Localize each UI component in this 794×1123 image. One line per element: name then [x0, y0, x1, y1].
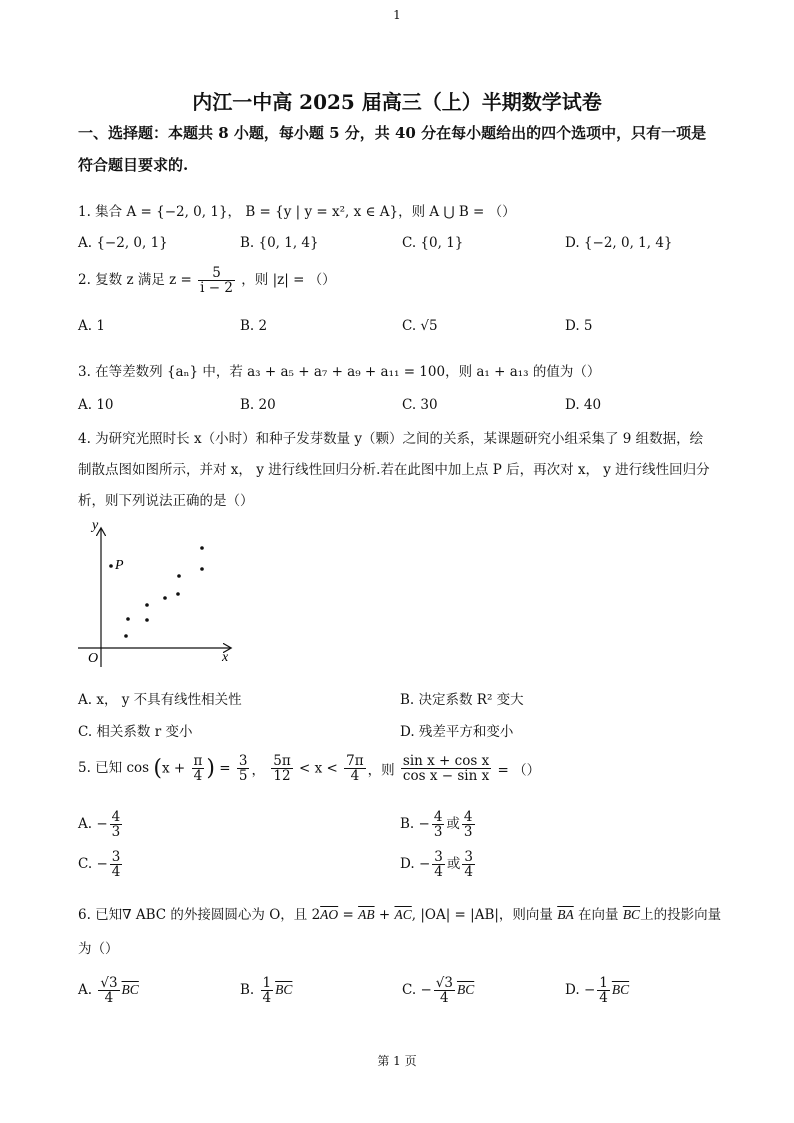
q5d-or: 或: [446, 856, 461, 873]
q6c-num: √3: [435, 975, 453, 991]
q6-vec-ac: $\overline{AC}$: [394, 907, 412, 922]
q6a-num: √3: [100, 975, 118, 991]
q6d-frac: [597, 976, 610, 1005]
q4-option-a: A. x， y 不具有线性相关性: [78, 692, 242, 708]
q6-vec-ab: $\overline{AB}$: [358, 907, 375, 922]
q5b-frac1: [432, 810, 445, 839]
q2-option-d: D. 5: [565, 318, 593, 334]
q6-vec-ba: $\overline{BA}$: [557, 907, 574, 922]
q6c-vec: $\overline{BC}$: [456, 982, 475, 998]
q4-option-c: C. 相关系数 r 变小: [78, 724, 193, 740]
page-footer: 第 1 页: [377, 1054, 417, 1068]
q1-option-d: D. {−2, 0, 1, 4}: [565, 235, 673, 251]
q6b-frac: [261, 976, 274, 1005]
q5a-num: 4: [111, 809, 121, 825]
q6a-frac: [98, 976, 119, 1005]
q5b-den2: 3: [463, 824, 473, 841]
q5-then: ，则: [367, 762, 395, 779]
q1-option-a: A. {−2, 0, 1}: [78, 235, 168, 251]
q3-option-a: A. 10: [78, 397, 114, 413]
q5-frac-trig: [401, 754, 491, 783]
q6-option-a: [78, 976, 139, 1005]
q5d-den1: 4: [434, 864, 443, 881]
q5a-den: 3: [111, 824, 121, 841]
q5-f2n: 7π: [346, 753, 364, 769]
q5-f3n: sin x + cos x: [402, 753, 490, 769]
q5d-sign: −: [418, 856, 431, 873]
q6c-frac: [434, 976, 455, 1005]
q5c-frac: [110, 850, 123, 879]
q2-option-a: A. 1: [78, 318, 105, 334]
scatter-point: [124, 634, 128, 638]
question-5-stem: [78, 754, 540, 783]
q5-frac-5pi12: [271, 754, 292, 783]
q5b-or: 或: [446, 816, 460, 833]
q5-five: 5: [238, 768, 248, 785]
q5-frac-pi4: [192, 754, 205, 783]
scatter-point: [145, 603, 149, 607]
q5-option-a: [78, 810, 124, 839]
q5a-sign: −: [96, 816, 108, 833]
q5a-frac: [110, 810, 123, 839]
q6-line1-d: 上的投影向量: [640, 907, 722, 923]
section-heading-line2: 符合题目要求的.: [78, 156, 189, 174]
q6d-vec: $\overline{BC}$: [611, 982, 630, 998]
q5-four: 4: [193, 768, 203, 785]
question-3-stem: 3. 在等差数列 {aₙ} 中，若 a₃ + a₅ + a₇ + a₉ + a₁₁ = 100，则 a₁ + a₁₃ 的值为（）: [78, 364, 601, 380]
q6d-den: 4: [599, 990, 608, 1007]
q6-option-c: [402, 976, 474, 1005]
q6-eq: =: [338, 907, 359, 923]
q5d-den2: 4: [464, 864, 473, 881]
q6c-label: C.: [402, 982, 417, 999]
question-2-stem: [78, 266, 336, 295]
q5b-num2: 4: [463, 809, 473, 825]
scatter-point: [200, 546, 204, 550]
q6a-label: A.: [78, 982, 93, 999]
scatter-point: [145, 618, 149, 622]
q5-pi: π: [193, 753, 203, 769]
q6-vec-ao: $\overline{AO}$: [320, 907, 339, 922]
q6d-label: D.: [565, 982, 580, 999]
q5b-den1: 3: [433, 824, 443, 841]
q2-option-c: C. √5: [402, 318, 438, 334]
scatter-point: [126, 617, 130, 621]
q5-lt: < x <: [299, 760, 338, 777]
q6a-vec: $\overline{BC}$: [121, 982, 139, 998]
point-p-label: P: [115, 558, 124, 573]
q5-eq: =: [219, 760, 231, 777]
q6b-num: 1: [262, 975, 272, 991]
q5a-label: A.: [78, 816, 93, 833]
q5c-label: C.: [78, 856, 93, 873]
q5-comma: ，: [251, 762, 265, 779]
x-axis-label: x: [222, 650, 229, 665]
q5c-sign: −: [96, 856, 108, 873]
q2-fraction: [198, 266, 235, 295]
q3-option-b: B. 20: [240, 397, 276, 413]
q6a-den: 4: [104, 990, 114, 1007]
q5-three: 3: [238, 753, 248, 769]
q5-f1n: 5π: [273, 753, 291, 769]
q3-option-d: D. 40: [565, 397, 602, 413]
q5-rparen: ): [206, 756, 215, 782]
question-1-stem: 1. 集合 A = {−2, 0, 1}， B = {y | y = x², x ∈ A}，则 A ⋃ B = （）: [78, 204, 516, 220]
top-page-number: 1: [393, 8, 401, 22]
point-p: [109, 564, 113, 568]
q5-f2d: 4: [350, 768, 360, 785]
question-4-line3: 析，则下列说法正确的是（）: [78, 493, 254, 509]
q5c-num: 3: [111, 849, 121, 865]
q6b-den: 4: [262, 990, 272, 1007]
q4-option-b: B. 决定系数 R² 变大: [400, 692, 524, 708]
scatter-point: [176, 592, 180, 596]
q5-frac-35: [237, 754, 250, 783]
q5-option-b: [400, 810, 477, 839]
q6c-sign: −: [420, 982, 432, 999]
q6c-den: 4: [440, 990, 449, 1007]
q6b-vec: $\overline{BC}$: [275, 982, 293, 998]
y-axis-label: y: [92, 518, 99, 533]
q6-option-d: [565, 976, 629, 1005]
q2-stem-post: ，则 |z| = （）: [241, 272, 336, 289]
q5b-num1: 4: [433, 809, 443, 825]
q2-stem-pre: 2. 复数 z 满足 z =: [78, 272, 192, 289]
scatter-point: [163, 596, 167, 600]
q1-option-c: C. {0, 1}: [402, 235, 464, 251]
q6-line1-b: , |OA| = |AB|，则向量: [411, 907, 553, 923]
q5b-frac2: [462, 810, 475, 839]
q2-frac-den: i − 2: [200, 280, 233, 297]
q5-post: = （）: [497, 762, 541, 779]
q1-option-b: B. {0, 1, 4}: [240, 235, 319, 251]
q5-option-d: [400, 850, 477, 879]
q3-option-c: C. 30: [402, 397, 438, 413]
q6b-label: B.: [240, 982, 255, 999]
q6d-num: 1: [599, 975, 608, 991]
scatter-point: [200, 567, 204, 571]
section-heading-line1: 一、选择题：本题共 8 小题，每小题 5 分，共 40 分在每小题给出的四个选项中，只有一项是: [78, 124, 707, 142]
q6-vec-bc: $\overline{BC}$: [622, 907, 641, 922]
question-4-line1: 4. 为研究光照时长 x（小时）和种子发芽数量 y（颗）之间的关系，某课题研究小组采集了 9 组数据，绘: [78, 431, 704, 447]
q5-paren-x: x +: [161, 760, 186, 777]
q6-line1-a: 6. 已知∇ ABC 的外接圆圆心为 O，且 2: [78, 907, 321, 923]
q5-pre: 5. 已知 cos: [78, 760, 150, 777]
q6-option-b: [240, 976, 292, 1005]
q5d-num1: 3: [434, 849, 443, 865]
q5d-frac1: [432, 850, 445, 879]
q5b-label: B.: [400, 816, 415, 833]
question-6-line1: [78, 903, 721, 923]
q6-plus: +: [374, 907, 395, 923]
question-4-line2: 制散点图如图所示，并对 x， y 进行线性回归分析.若在此图中加上点 P 后，再次对 x， y 进行线性回归分: [78, 462, 710, 478]
q5d-num2: 3: [464, 849, 473, 865]
q5-f1d: 12: [273, 768, 291, 785]
q5-option-c: [78, 850, 124, 879]
q5-f3d: cos x − sin x: [402, 768, 490, 785]
q5-frac-7pi4: [344, 754, 365, 783]
q5d-label: D.: [400, 856, 415, 873]
q4-option-d: D. 残差平方和变小: [400, 724, 514, 740]
q5b-sign: −: [418, 816, 430, 833]
q5-lparen: (: [153, 756, 162, 782]
question-6-line2: 为（）: [78, 941, 119, 957]
scatter-point: [177, 574, 181, 578]
q6d-sign: −: [583, 982, 596, 999]
origin-label: O: [88, 651, 99, 666]
q5d-frac2: [462, 850, 475, 879]
q5c-den: 4: [111, 864, 121, 881]
scatter-plot-figure: [70, 515, 240, 670]
exam-title: 内江一中高 2025 届高三（上）半期数学试卷: [192, 90, 602, 114]
q6-line1-c: 在向量: [578, 907, 619, 923]
q2-frac-num: 5: [198, 266, 235, 281]
q2-option-b: B. 2: [240, 318, 268, 334]
